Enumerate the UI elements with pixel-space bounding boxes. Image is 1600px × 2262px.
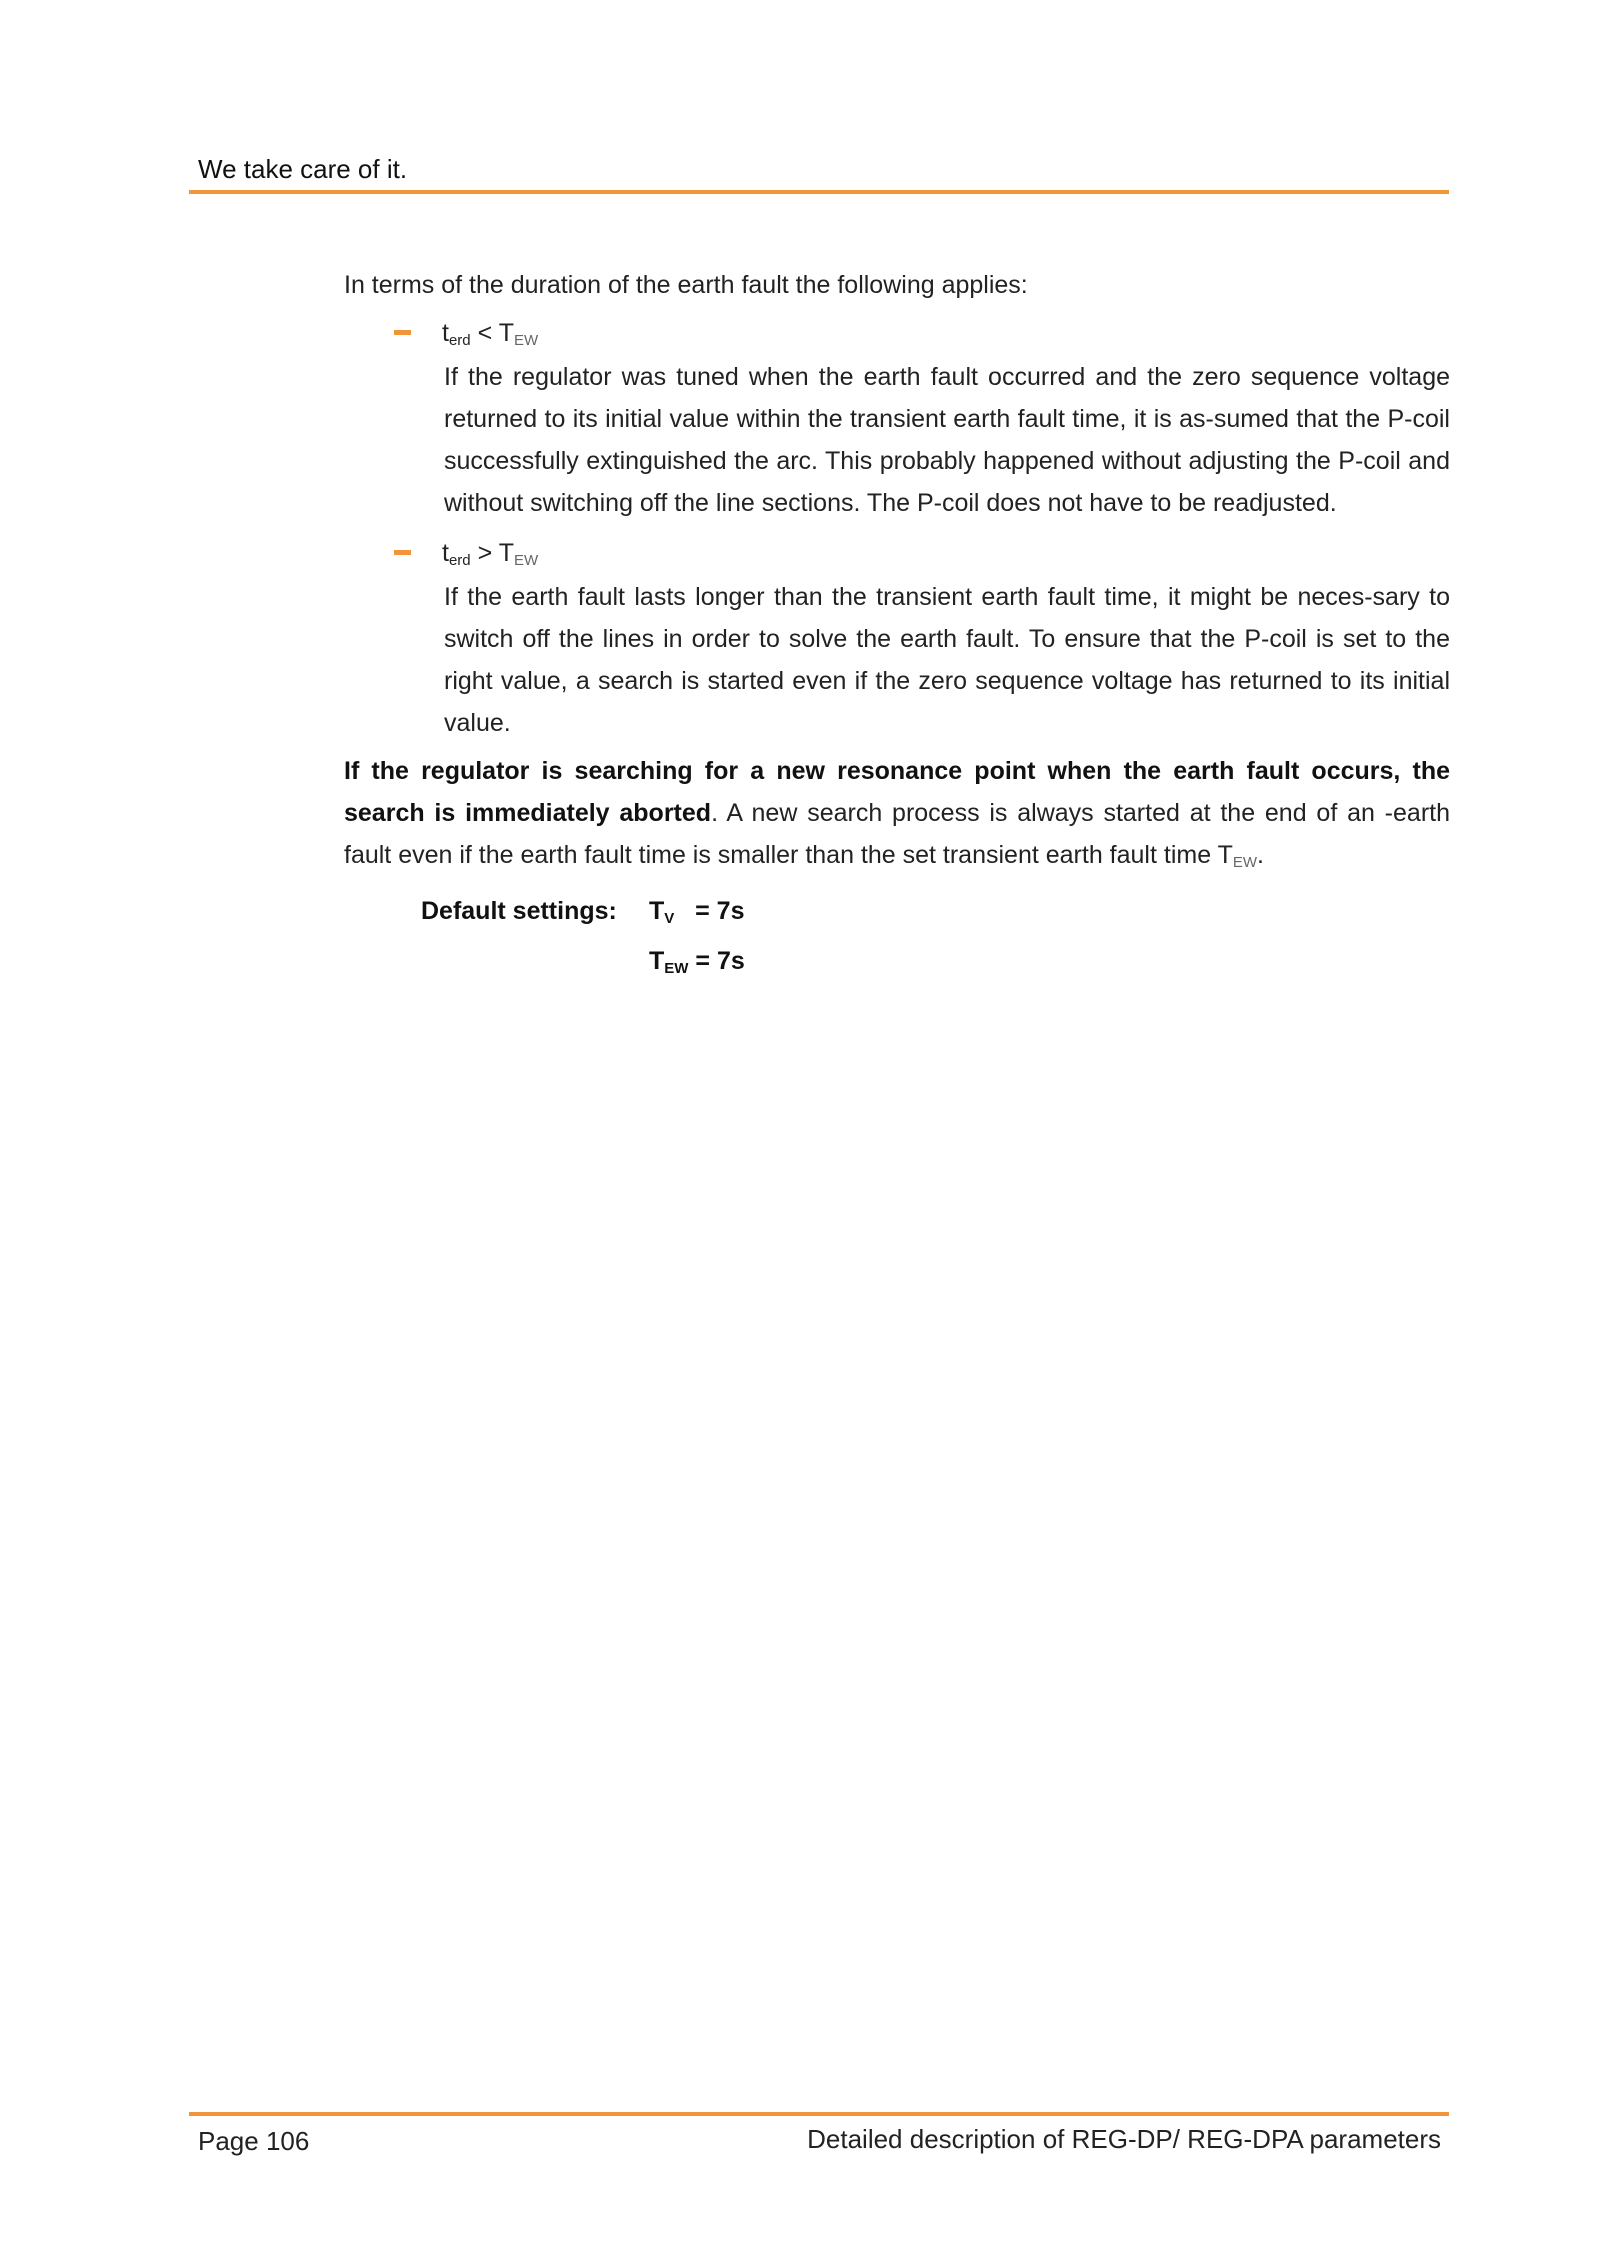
- default-value: [649, 936, 745, 986]
- default-param: T: [649, 897, 665, 925]
- condition-operator: <: [470, 319, 499, 347]
- default-row: [344, 886, 1450, 936]
- header-slogan: We take care of it.: [198, 154, 408, 184]
- condition-t: t: [442, 319, 449, 347]
- page-number: Page 106: [198, 2126, 310, 2156]
- dash-icon: [394, 550, 411, 555]
- condition-t-subscript: erd: [448, 552, 471, 569]
- condition-T: T: [498, 319, 514, 347]
- bullet-text: If the earth fault lasts longer than the transient earth fault time, it might be neces-sary to switch off the lines in order to solve the earth fault. To ensure that the P-coil is set to the right value, a search is started even if the zero sequence voltage has returned to its initial value.: [444, 583, 1450, 737]
- condition-operator: >: [470, 539, 499, 567]
- header-rule: [189, 190, 1449, 194]
- default-settings: [344, 886, 1450, 986]
- bullet-condition: [344, 310, 1450, 356]
- condition-T-subscript: EW: [513, 332, 539, 349]
- bullet-item: [344, 530, 1450, 744]
- default-param-value: = 7s: [688, 947, 745, 975]
- default-param-subscript: V: [664, 910, 675, 927]
- default-settings-label: Default settings:: [421, 897, 617, 925]
- normal-statement: . A new search process is always started at the end of an -earth fault even if the earth fault time is smaller than the set transient earth fault time T: [344, 799, 1450, 869]
- page-content: [344, 264, 1450, 986]
- normal-statement-end: .: [1257, 841, 1264, 869]
- default-param-value: = 7s: [674, 897, 745, 925]
- bullet-condition: [344, 530, 1450, 576]
- bullet-item: [344, 310, 1450, 524]
- intro-paragraph: In terms of the duration of the earth fault the following applies:: [344, 271, 1028, 299]
- normal-statement-subscript: EW: [1232, 854, 1258, 871]
- search-abort-paragraph: [344, 750, 1450, 876]
- footer-title: Detailed description of REG-DP/ REG-DPA parameters: [807, 2124, 1441, 2154]
- bullet-text: If the regulator was tuned when the earth fault occurred and the zero sequence voltage returned to its initial value within the transient earth fault time, it is as-sumed that the P-coil successfully extinguished the arc. This probably happened without adjusting the P-coil and without switching off the line sections. The P-coil does not have to be readjusted.: [444, 363, 1450, 517]
- condition-T: T: [498, 539, 514, 567]
- footer-rule: [189, 2112, 1449, 2116]
- bold-statement: If the regulator is searching for a new resonance point when the earth fault occurs, the search is immediately aborted: [344, 757, 1450, 827]
- default-value: [649, 886, 745, 936]
- default-param: T: [649, 947, 665, 975]
- condition-t: t: [442, 539, 449, 567]
- condition-t-subscript: erd: [448, 332, 471, 349]
- dash-icon: [394, 330, 411, 335]
- default-row: [344, 936, 1450, 986]
- condition-T-subscript: EW: [513, 552, 539, 569]
- default-param-subscript: EW: [664, 960, 689, 977]
